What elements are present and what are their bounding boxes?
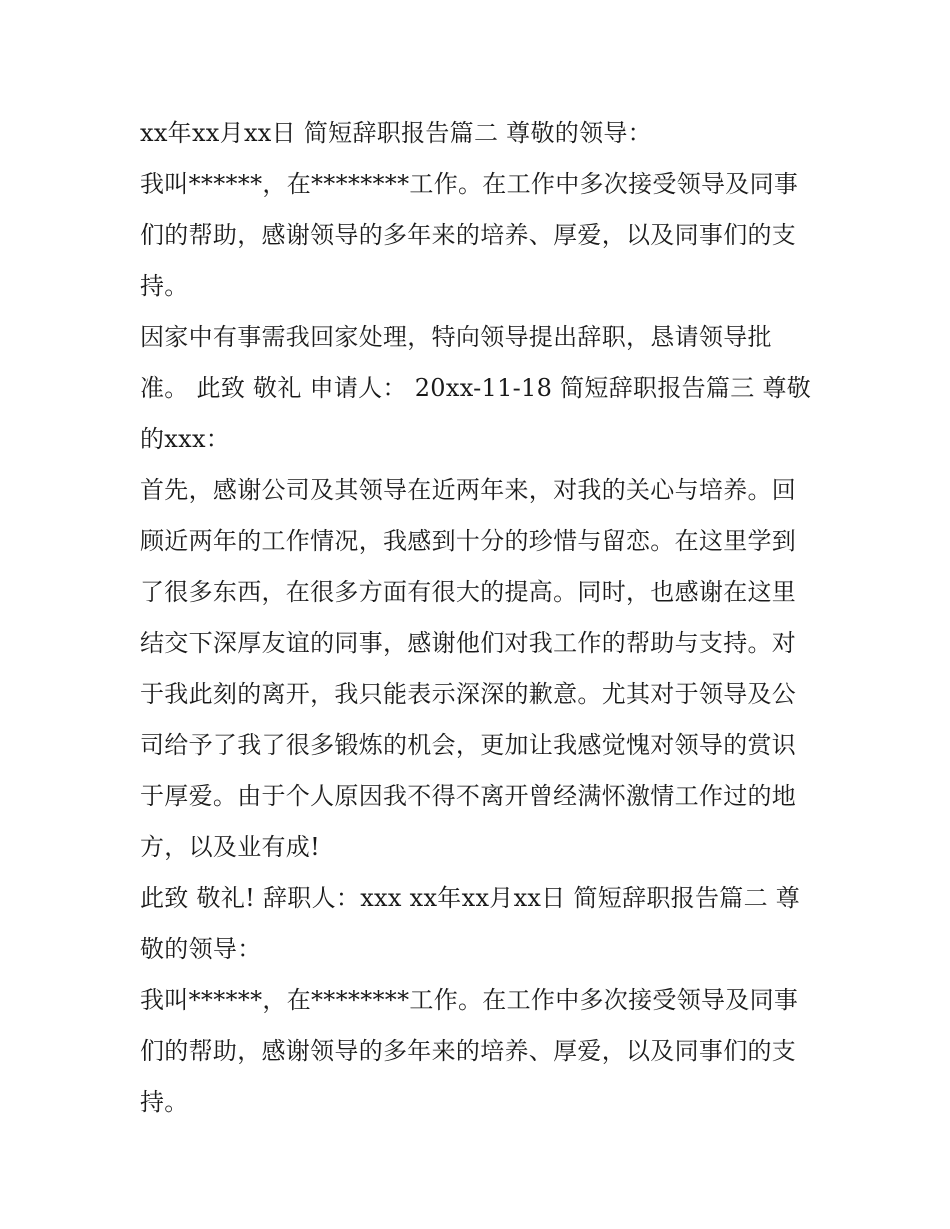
paragraph-2: 我叫******，在********工作。在工作中多次接受领导及同事们的帮助，感谢领导的多年来的培养、厚爱，以及同事们的支持。 <box>140 170 799 300</box>
paragraph-6: 我叫******，在********工作。在工作中多次接受领导及同事们的帮助，感谢领导的多年来的培养、厚爱，以及同事们的支持。 <box>140 986 799 1116</box>
document-body <box>140 108 820 1128</box>
paragraph-3: 因家中有事需我回家处理，特向领导提出辞职，恳请领导批准。 此致 敬礼 申请人： 20xx-11-18 简短辞职报告篇三 尊敬的xxx： <box>140 323 812 453</box>
paragraph-4: 首先，感谢公司及其领导在近两年来，对我的关心与培养。回顾近两年的工作情况，我感到十分的珍惜与留恋。在这里学到了很多东西，在很多方面有很大的提高。同时，也感谢在这里结交下深厚友谊的同事，感谢他们对我工作的帮助与支持。对于我此刻的离开，我只能表示深深的歉意。尤其对于领导及公司给予了我了很多锻炼的机会，更加让我感觉愧对领导的赏识于厚爱。由于个人原因我不得不离开曾经满怀激情工作过的地方，以及业有成! <box>140 476 797 861</box>
paragraph-5: 此致 敬礼! 辞职人：xxx xx年xx月xx日 简短辞职报告篇二 尊敬的领导： <box>140 884 801 963</box>
paragraph-1: xx年xx月xx日 简短辞职报告篇二 尊敬的领导： <box>140 119 652 147</box>
